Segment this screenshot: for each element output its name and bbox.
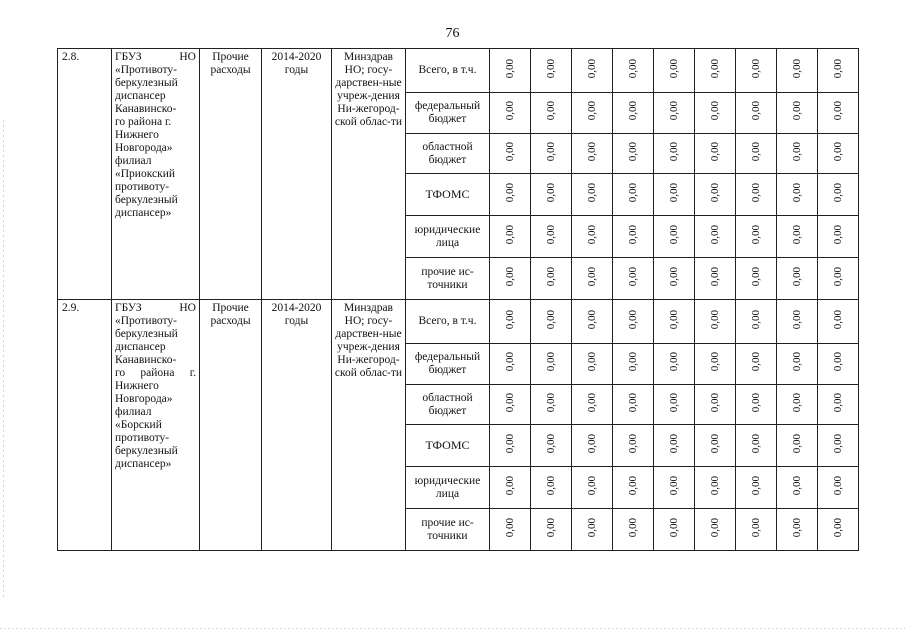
organization-line [115,367,196,380]
value-cell [654,509,695,551]
value-cell [818,300,859,344]
organization-line: филиал [115,155,152,167]
value-cell [695,344,736,385]
value-text: 0,00 [544,101,557,121]
value-text: 0,00 [790,266,803,287]
value-cell [818,344,859,385]
value-text: 0,00 [503,475,516,496]
value-cell [695,258,736,300]
value-text: 0,00 [831,309,844,330]
value-text: 0,00 [544,266,557,287]
value-cell [695,300,736,344]
value-text: 0,00 [749,475,762,496]
value-cell [654,258,695,300]
value-cell [531,134,572,174]
value-text: 0,00 [790,475,803,496]
value-text: 0,00 [503,266,516,287]
value-cell [613,300,654,344]
value-text: 0,00 [585,58,598,79]
value-cell [818,258,859,300]
value-text: 0,00 [790,392,803,413]
value-cell [531,258,572,300]
value-text: 0,00 [503,182,516,203]
funding-source-label: областной бюджет [406,385,490,425]
organization-line: «Противоту- [115,315,177,327]
value-cell [818,385,859,425]
value-text: 0,00 [790,58,803,79]
item-number: 2.9. [58,300,112,551]
executor: Минздрав НО; госу-дарствен-ные учреж-дения Ни-жегород-ской облас-ти [332,49,406,300]
organization-line: беркулезный [115,445,178,457]
value-text: 0,00 [790,101,803,121]
value-cell [654,216,695,258]
value-cell [490,93,531,134]
value-cell [695,467,736,509]
value-text: 0,00 [708,101,721,121]
funding-source-label: прочие ис-точники [406,509,490,551]
value-cell [572,467,613,509]
value-cell [613,258,654,300]
organization-line: беркулезный [115,77,178,89]
value-text: 0,00 [667,58,680,79]
funding-source-label: федеральный бюджет [406,344,490,385]
value-text: 0,00 [667,352,680,372]
value-cell [818,174,859,216]
value-cell [695,425,736,467]
value-cell [572,174,613,216]
value-text: 0,00 [585,517,598,538]
value-cell [818,216,859,258]
value-text: 0,00 [831,266,844,287]
organization-line: Новгорода» [115,393,173,405]
value-text: 0,00 [749,517,762,538]
value-text: 0,00 [749,352,762,372]
value-text: 0,00 [667,433,680,454]
value-cell [818,49,859,93]
value-cell [490,344,531,385]
value-text: 0,00 [585,433,598,454]
funding-source-label: областной бюджет [406,134,490,174]
value-text: 0,00 [708,58,721,79]
budget-table [57,48,859,551]
organization-word: ГБУЗ [115,51,142,63]
value-cell [777,134,818,174]
value-text: 0,00 [544,475,557,496]
value-text: 0,00 [749,266,762,287]
organization-word: ГБУЗ [115,302,142,314]
value-text: 0,00 [708,141,721,162]
value-cell [613,134,654,174]
value-cell [654,93,695,134]
value-cell [531,93,572,134]
value-cell [572,300,613,344]
value-cell [572,134,613,174]
value-cell [572,216,613,258]
value-cell [695,49,736,93]
value-text: 0,00 [790,141,803,162]
organization-word: г. [189,367,196,379]
value-cell [777,467,818,509]
value-cell [695,174,736,216]
value-cell [695,509,736,551]
value-text: 0,00 [749,141,762,162]
organization-word: района [140,367,175,379]
value-text: 0,00 [626,433,639,454]
value-text: 0,00 [585,352,598,372]
value-cell [572,385,613,425]
value-text: 0,00 [544,141,557,162]
value-cell [777,425,818,467]
value-text: 0,00 [626,309,639,330]
value-text: 0,00 [503,224,516,245]
value-cell [490,509,531,551]
value-cell [572,93,613,134]
organization-line: Нижнего [115,129,159,141]
value-text: 0,00 [544,58,557,79]
organization-line: диспансер» [115,207,172,219]
organization-line: «Борский [115,419,162,431]
value-cell [490,49,531,93]
table-row [58,300,859,344]
organization-word: НО [179,302,196,314]
value-cell [490,467,531,509]
value-cell [531,467,572,509]
value-text: 0,00 [831,475,844,496]
value-cell [490,385,531,425]
value-text: 0,00 [626,224,639,245]
value-text: 0,00 [831,433,844,454]
value-cell [531,300,572,344]
value-cell [613,216,654,258]
value-text: 0,00 [831,224,844,245]
value-text: 0,00 [667,101,680,121]
value-cell [572,344,613,385]
organization-name [112,300,200,551]
value-cell [695,216,736,258]
value-cell [818,425,859,467]
value-cell [777,344,818,385]
value-cell [777,509,818,551]
value-text: 0,00 [626,101,639,121]
value-cell [654,425,695,467]
organization-word: го [115,367,126,379]
value-cell [736,49,777,93]
funding-source-label: ТФОМС [406,174,490,216]
value-cell [490,258,531,300]
value-cell [736,344,777,385]
value-text: 0,00 [667,475,680,496]
value-cell [736,300,777,344]
value-text: 0,00 [544,433,557,454]
funding-source-label: Всего, в т.ч. [406,49,490,93]
value-text: 0,00 [749,101,762,121]
value-text: 0,00 [667,309,680,330]
value-text: 0,00 [585,475,598,496]
funding-source-label: федеральный бюджет [406,93,490,134]
value-cell [736,385,777,425]
value-cell [736,216,777,258]
value-cell [654,49,695,93]
value-cell [572,425,613,467]
value-text: 0,00 [790,517,803,538]
value-text: 0,00 [667,517,680,538]
value-cell [572,509,613,551]
value-cell [613,425,654,467]
organization-line: диспансер» [115,458,172,470]
value-text: 0,00 [544,517,557,538]
value-text: 0,00 [503,58,516,79]
value-text: 0,00 [585,309,598,330]
period: 2014-2020 годы [262,49,332,300]
value-cell [654,467,695,509]
organization-line: Нижнего [115,380,159,392]
value-cell [777,93,818,134]
value-text: 0,00 [749,224,762,245]
expense-type: Прочие расходы [200,300,262,551]
value-text: 0,00 [708,309,721,330]
value-text: 0,00 [831,392,844,413]
value-cell [613,174,654,216]
value-cell [613,93,654,134]
value-text: 0,00 [708,392,721,413]
organization-line: диспансер [115,341,166,353]
value-cell [654,174,695,216]
value-text: 0,00 [544,224,557,245]
value-text: 0,00 [708,266,721,287]
value-cell [777,258,818,300]
organization-line: филиал [115,406,152,418]
value-text: 0,00 [503,352,516,372]
value-cell [531,49,572,93]
value-cell [818,93,859,134]
value-cell [736,93,777,134]
organization-line [115,51,196,64]
organization-line: беркулезный [115,194,178,206]
funding-source-label: Всего, в т.ч. [406,300,490,344]
value-cell [490,174,531,216]
value-cell [818,134,859,174]
expense-type: Прочие расходы [200,49,262,300]
value-text: 0,00 [708,352,721,372]
organization-line: «Противоту- [115,64,177,76]
value-cell [531,509,572,551]
value-text: 0,00 [626,392,639,413]
organization-name [112,49,200,300]
funding-source-label: юридические лица [406,216,490,258]
value-text: 0,00 [749,309,762,330]
value-text: 0,00 [585,224,598,245]
value-text: 0,00 [503,517,516,538]
value-text: 0,00 [831,182,844,203]
value-cell [490,300,531,344]
organization-line: Новгорода» [115,142,173,154]
value-text: 0,00 [585,141,598,162]
value-cell [572,49,613,93]
executor: Минздрав НО; госу-дарствен-ные учреж-дения Ни-жегород-ской облас-ти [332,300,406,551]
value-text: 0,00 [831,141,844,162]
organization-line: диспансер [115,90,166,102]
value-text: 0,00 [790,433,803,454]
value-cell [613,49,654,93]
value-text: 0,00 [708,517,721,538]
value-text: 0,00 [749,182,762,203]
value-text: 0,00 [544,182,557,203]
value-cell [777,49,818,93]
value-cell [695,385,736,425]
scan-edge-line-left [3,120,4,600]
value-text: 0,00 [585,266,598,287]
value-cell [736,258,777,300]
value-text: 0,00 [544,392,557,413]
value-text: 0,00 [831,517,844,538]
value-cell [818,467,859,509]
value-cell [531,216,572,258]
value-cell [695,93,736,134]
value-text: 0,00 [544,309,557,330]
scan-edge-line [0,628,905,630]
value-text: 0,00 [708,224,721,245]
value-text: 0,00 [749,58,762,79]
value-text: 0,00 [626,475,639,496]
value-cell [531,344,572,385]
organization-line: Канавинско- [115,103,177,115]
value-cell [777,216,818,258]
value-text: 0,00 [831,101,844,121]
value-cell [777,174,818,216]
organization-line: противоту- [115,181,170,193]
value-text: 0,00 [790,352,803,372]
value-text: 0,00 [667,392,680,413]
value-cell [613,385,654,425]
value-cell [490,134,531,174]
value-cell [490,216,531,258]
value-text: 0,00 [749,392,762,413]
value-text: 0,00 [708,475,721,496]
value-cell [777,385,818,425]
value-text: 0,00 [503,392,516,413]
value-text: 0,00 [790,224,803,245]
funding-source-label: юридические лица [406,467,490,509]
value-cell [736,467,777,509]
value-cell [654,300,695,344]
organization-line: беркулезный [115,328,178,340]
value-text: 0,00 [790,309,803,330]
value-cell [777,300,818,344]
value-text: 0,00 [585,182,598,203]
value-cell [654,134,695,174]
value-cell [531,425,572,467]
value-text: 0,00 [708,182,721,203]
organization-line: «Приокский [115,168,176,180]
organization-line: Канавинско- [115,354,177,366]
page-number: 76 [445,26,460,41]
organization-line: го района г. [115,116,172,128]
value-cell [736,509,777,551]
value-cell [613,509,654,551]
funding-source-label: ТФОМС [406,425,490,467]
value-text: 0,00 [585,101,598,121]
value-cell [654,385,695,425]
table-row [58,49,859,93]
value-text: 0,00 [790,182,803,203]
value-text: 0,00 [749,433,762,454]
value-text: 0,00 [667,224,680,245]
organization-word: НО [179,51,196,63]
value-cell [654,344,695,385]
value-cell [531,174,572,216]
value-text: 0,00 [585,392,598,413]
value-cell [572,258,613,300]
value-text: 0,00 [667,182,680,203]
value-text: 0,00 [503,433,516,454]
value-cell [736,134,777,174]
value-cell [613,467,654,509]
period: 2014-2020 годы [262,300,332,551]
value-text: 0,00 [831,58,844,79]
value-text: 0,00 [667,266,680,287]
value-cell [695,134,736,174]
organization-line [115,302,196,315]
value-text: 0,00 [708,433,721,454]
funding-source-label: прочие ис-точники [406,258,490,300]
value-cell [490,425,531,467]
value-text: 0,00 [831,352,844,372]
value-text: 0,00 [503,141,516,162]
value-text: 0,00 [626,58,639,79]
value-cell [531,385,572,425]
value-text: 0,00 [544,352,557,372]
value-cell [736,425,777,467]
value-text: 0,00 [503,101,516,121]
value-text: 0,00 [626,182,639,203]
value-text: 0,00 [626,517,639,538]
organization-line: противоту- [115,432,170,444]
value-cell [613,344,654,385]
value-text: 0,00 [626,352,639,372]
value-cell [736,174,777,216]
value-text: 0,00 [626,141,639,162]
value-text: 0,00 [667,141,680,162]
item-number: 2.8. [58,49,112,300]
value-text: 0,00 [626,266,639,287]
value-cell [818,509,859,551]
value-text: 0,00 [503,309,516,330]
